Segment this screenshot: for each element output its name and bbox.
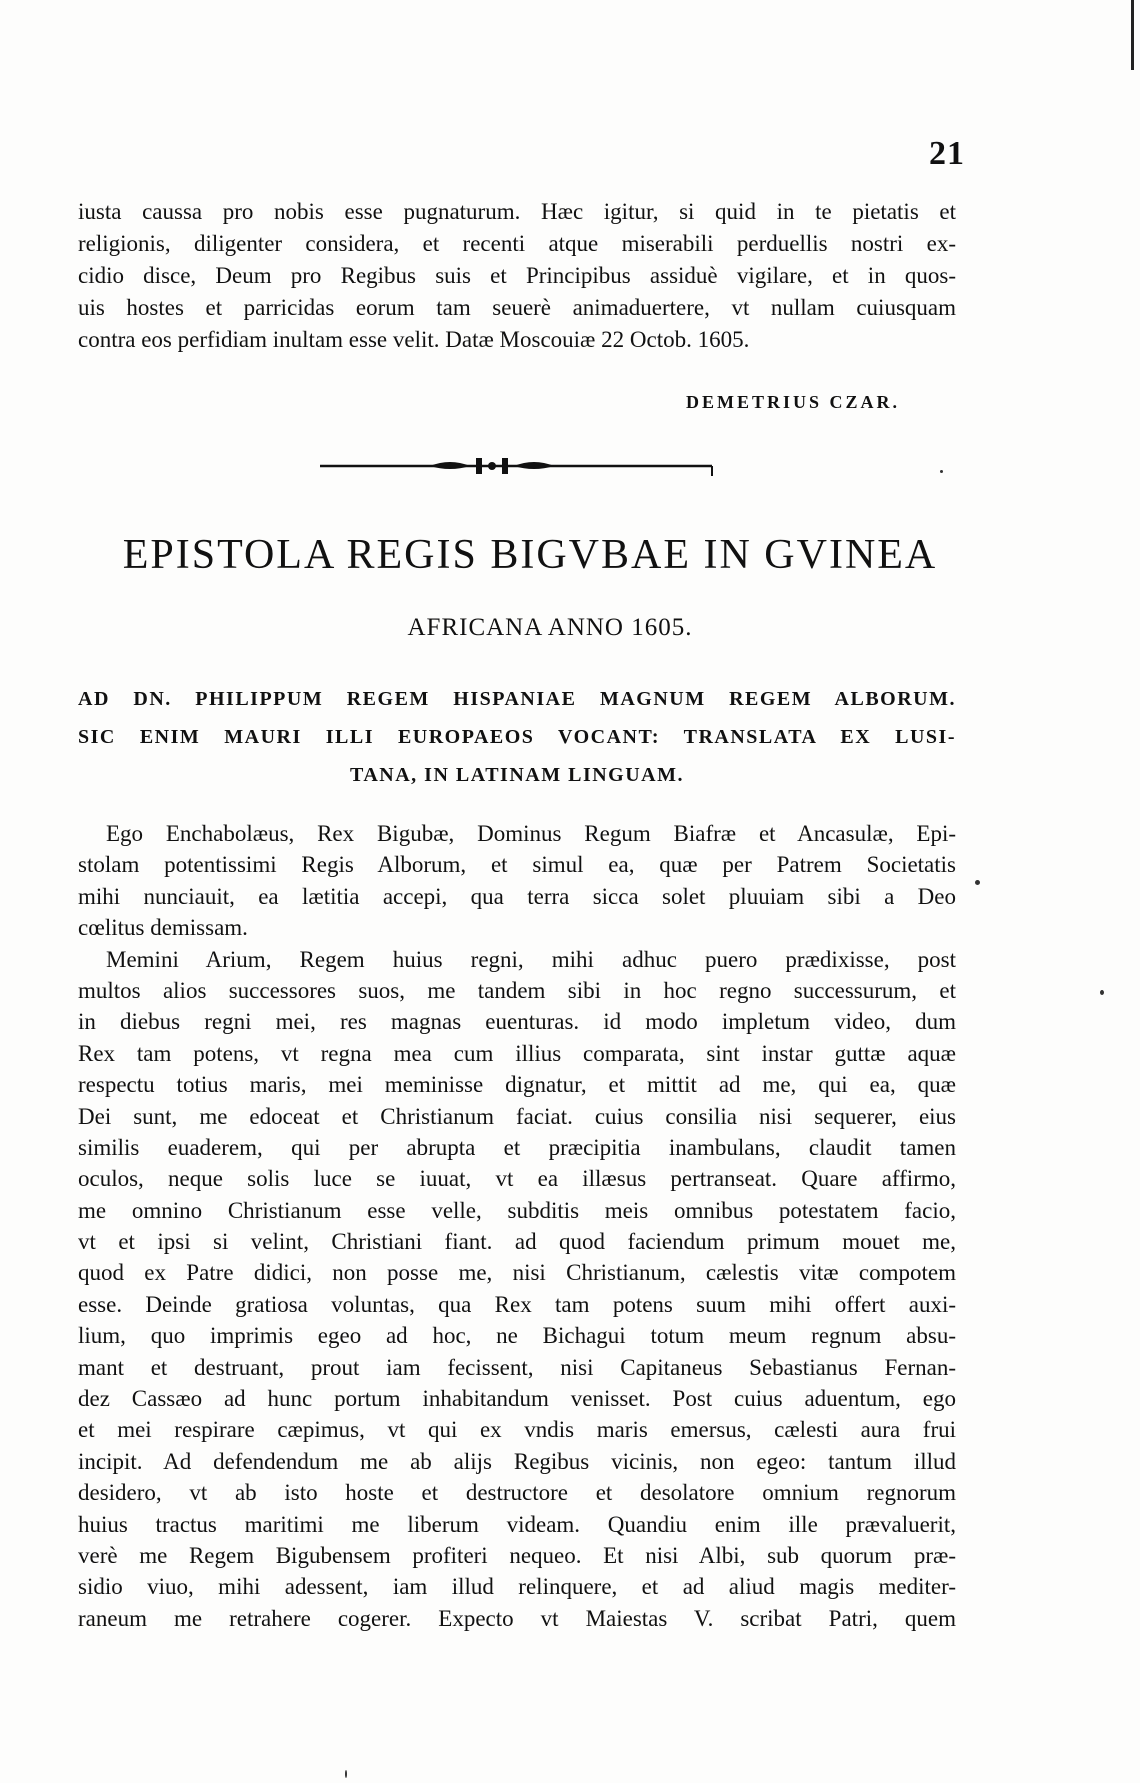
heading-line: TANA, IN LATINAM LINGUAM. xyxy=(350,764,684,786)
letter-title: EPISTOLA REGIS BIGVBAE IN GVINEA xyxy=(122,532,938,578)
body-line: in diebus regni mei, res magnas euenturas. id modo impletum video, dum xyxy=(78,1009,956,1035)
text-line: contra eos perfidiam inultam esse velit. Datæ Moscouiæ 22 Octob. 1605. xyxy=(78,327,750,352)
body-line: stolam potentissimi Regis Alborum, et simul ea, quæ per Patrem Societatis xyxy=(78,852,956,878)
body-line: Dei sunt, me edoceat et Christianum faciat. cuius consilia nisi sequerer, eius xyxy=(78,1103,956,1129)
body-line: oculos, neque solis luce se iuuat, vt ea illæsus pertranseat. Quare affirmo, xyxy=(78,1166,956,1192)
ink-speck xyxy=(975,880,980,885)
body-line: cœlitus demissam. xyxy=(78,915,248,941)
body-line: respectu totius maris, mei meminisse dignatur, et mittit ad me, qui ea, quæ xyxy=(78,1072,956,1098)
body-line: mant et destruant, prout iam fecissent, nisi Capitaneus Sebastianus Fernan- xyxy=(78,1354,956,1380)
body-line: raneum me retrahere cogerer. Expecto vt Maiestas V. scribat Patri, quem xyxy=(78,1605,956,1631)
body-line: verè me Regem Bigubensem profiteri nequeo. Et nisi Albi, sub quorum præ- xyxy=(78,1542,956,1568)
body-line: et mei respirare cæpimus, vt qui ex vndis maris emersus, cælesti aura frui xyxy=(78,1417,956,1443)
body-line: Memini Arium, Regem huius regni, mihi adhuc puero prædixisse, post xyxy=(106,946,956,972)
body-line: quod ex Patre didici, non posse me, nisi Christianum, cælestis vitæ compotem xyxy=(78,1260,956,1286)
body-line: mihi nunciauit, ea lætitia accepi, qua terra sicca solet pluuiam sibi a Deo xyxy=(78,883,956,909)
closing-paragraph-previous-letter xyxy=(78,196,956,356)
body-line: esse. Deinde gratiosa voluntas, qua Rex tam potens suum mihi offert auxi- xyxy=(78,1291,956,1317)
body-line: huius tractus maritimi me liberum videam. Quandiu enim ille prævaluerit, xyxy=(78,1511,956,1537)
text-line: religionis, diligenter considera, et recenti atque miserabili perduellis nostri ex- xyxy=(78,231,956,256)
body-line: desidero, vt ab isto hoste et destructore et desolatore omnium regnorum xyxy=(78,1480,956,1506)
ink-speck xyxy=(940,470,943,473)
ink-speck xyxy=(345,1770,347,1778)
body-line: lium, quo imprimis egeo ad hoc, ne Bichagui totum meum regnum absu- xyxy=(78,1323,956,1349)
page-number: 21 xyxy=(929,135,965,172)
heading-line: AD DN. PHILIPPUM REGEM HISPANIAE MAGNUM REGEM ALBORUM. xyxy=(78,688,956,710)
ink-speck xyxy=(1100,990,1104,995)
body-line: incipit. Ad defendendum me ab alijs Regibus vicinis, non egeo: tantum illud xyxy=(78,1448,956,1474)
text-line: uis hostes et parricidas eorum tam seuerè animaduertere, vt nullam cuiusquam xyxy=(78,295,956,320)
letter-body xyxy=(78,818,956,1634)
body-line: vt et ipsi si velint, Christiani fiant. ad quod faciendum primum mouet me, xyxy=(78,1229,956,1255)
body-line: Ego Enchabolæus, Rex Bigubæ, Dominus Regum Biafræ et Ancasulæ, Epi- xyxy=(106,821,956,846)
body-line: me omnino Christianum esse velle, subditis meis omnibus potestatem facio, xyxy=(78,1197,956,1223)
ornamental-divider-icon xyxy=(320,452,715,482)
heading-line: SIC ENIM MAURI ILLI EUROPAEOS VOCANT: TRANSLATA EX LUSI- xyxy=(78,726,956,748)
signature: DEMETRIUS CZAR. xyxy=(685,392,900,412)
text-line: iusta caussa pro nobis esse pugnaturum. Hæc igitur, si quid in te pietatis et xyxy=(78,199,956,224)
body-line: sidio viuo, mihi adessent, iam illud relinquere, et ad aliud magis mediter- xyxy=(78,1574,956,1600)
body-line: multos alios successores suos, me tandem sibi in hoc regno successurum, et xyxy=(78,977,956,1003)
text-line: cidio disce, Deum pro Regibus suis et Principibus assiduè vigilare, et in quos- xyxy=(78,263,956,288)
body-line: similis euaderem, qui per abrupta et præcipitia inambulans, claudit tamen xyxy=(78,1134,956,1160)
body-line: dez Cassæo ad hunc portum inhabitandum venisset. Post cuius aduentum, ego xyxy=(78,1386,956,1412)
body-line: Rex tam potens, vt regna mea cum illius comparata, sint instar guttæ aquæ xyxy=(78,1040,956,1066)
page-edge-mark xyxy=(1131,0,1134,70)
letter-address-heading xyxy=(78,680,956,794)
letter-subtitle: AFRICANA ANNO 1605. xyxy=(407,614,693,641)
